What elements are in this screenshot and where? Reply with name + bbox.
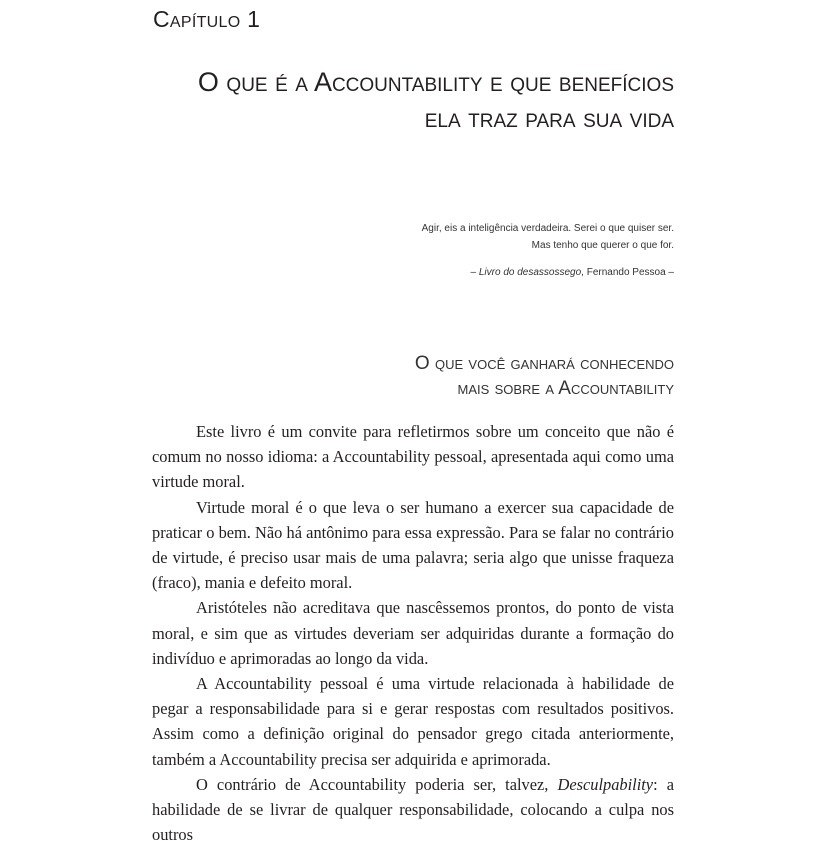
epigraph-source-prefix: –	[470, 267, 479, 278]
epigraph-source-book: Livro do desassossego	[478, 267, 582, 278]
chapter-title-line-1: O que é a Accountability e que benefícios	[197, 67, 674, 97]
epigraph	[254, 220, 674, 281]
chapter-title	[114, 64, 674, 136]
paragraph-5-term: Desculpability	[557, 774, 654, 794]
paragraph-5	[152, 772, 674, 847]
section-heading-line-1: O que você ganhará conhecendo	[414, 353, 674, 374]
epigraph-line-1: Agir, eis a inteligência verdadeira. Serei o que quiser ser.	[421, 223, 674, 234]
chapter-title-line-2: ela traz para sua vida	[424, 103, 674, 133]
paragraph-5-end: : a habilidade de se livrar de qualquer responsabilidade, colocando a culpa nos outros	[152, 774, 674, 845]
epigraph-source	[254, 264, 674, 281]
section-heading	[254, 351, 674, 401]
paragraph-4: A Accountability pessoal é uma virtude relacionada à habilidade de pegar a responsabilidade para si e gerar respostas com resultados positivos. Assim como a definição original do pensador grego citada anteriormente, também a Accountability precisa ser adquirida e aprimorada.	[152, 674, 674, 769]
epigraph-source-author: , Fernando Pessoa –	[581, 267, 674, 278]
paragraph-3: Aristóteles não acreditava que nascêssemos prontos, do ponto de vista moral, e sim que as virtudes deveriam ser adquiridas durante a formação do indivíduo e aprimoradas ao longo da vida.	[152, 598, 674, 668]
section-heading-line-2: mais sobre a Accountability	[457, 378, 674, 399]
chapter-label: Capítulo 1	[153, 6, 261, 32]
paragraph-5-start: O contrário de Accountability poderia ser, talvez,	[196, 774, 558, 794]
paragraph-1: Este livro é um convite para refletirmos sobre um conceito que não é comum no nosso idioma: a Accountability pessoal, apresentada aqui como uma virtude moral.	[152, 422, 674, 492]
paragraph-2: Virtude moral é o que leva o ser humano a exercer sua capacidade de praticar o bem. Não há antônimo para essa expressão. Para se falar no contrário de virtude, é preciso usar mais de uma palavra; seria algo que unisse fraqueza (fraco), mania e defeito moral.	[152, 497, 674, 593]
epigraph-line-2: Mas tenho que querer o que for.	[531, 240, 674, 251]
body-text	[152, 419, 674, 847]
